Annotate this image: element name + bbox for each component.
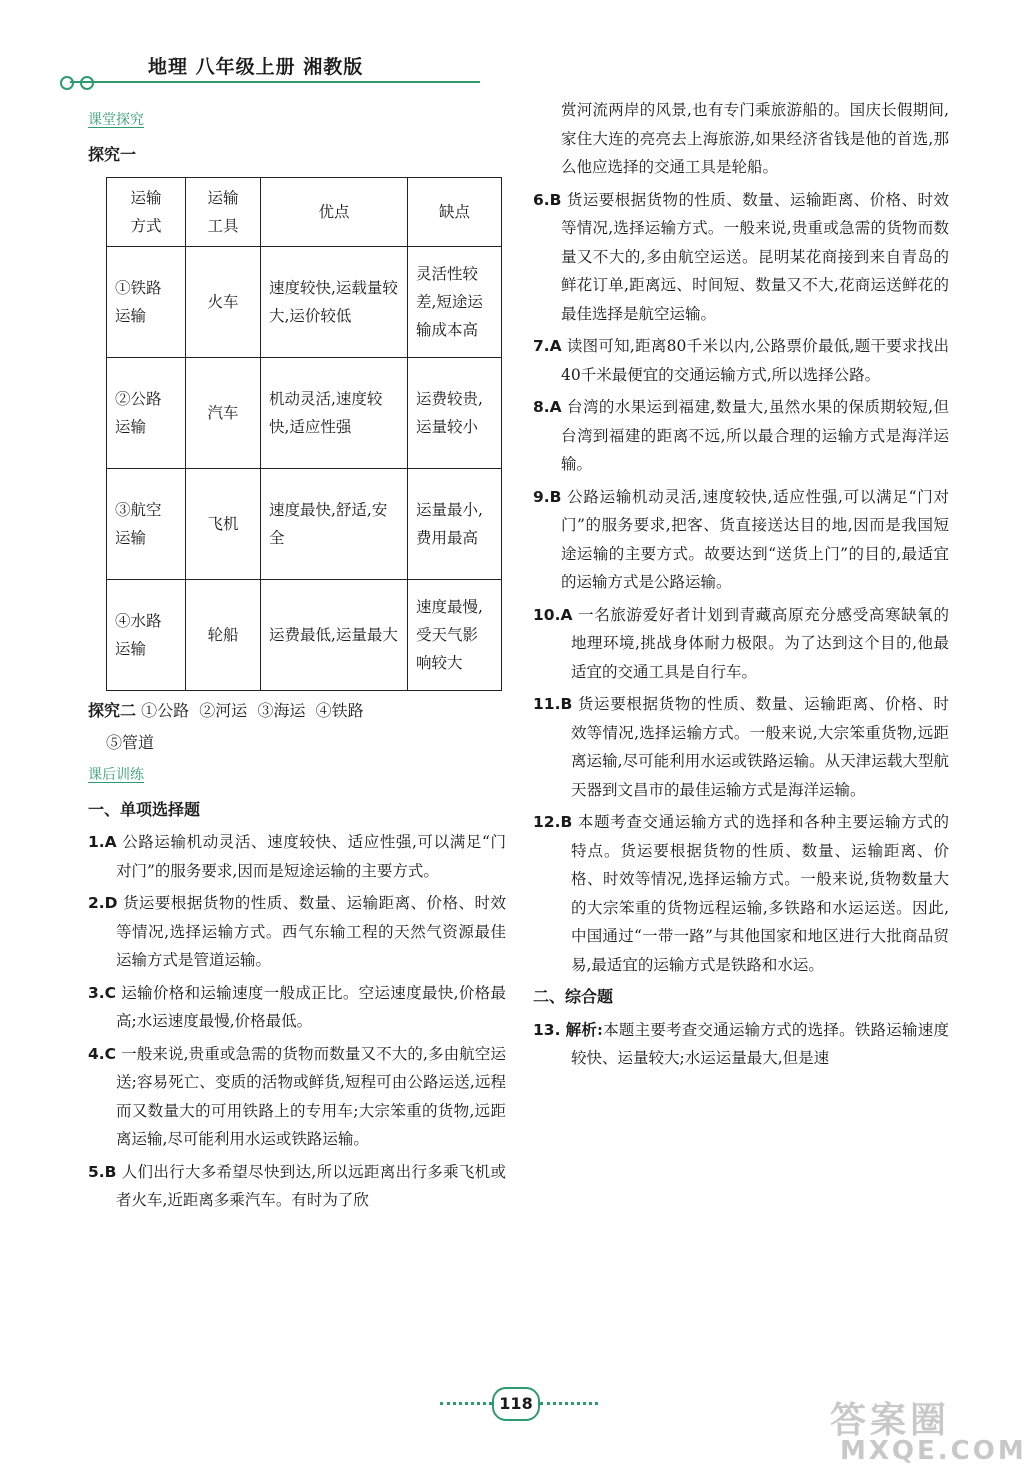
answer-text: 运输价格和运输速度一般成正比。空运速度最快,价格最高;水运速度最慢,价格最低。 <box>116 983 506 1030</box>
answer-text: 一名旅游爱好者计划到青藏高原充分感受高寒缺氧的地理环境,挑战身体耐力极限。为了达到这个目的,他最适宜的交通工具是自行车。 <box>571 605 949 681</box>
page-number <box>480 1387 550 1419</box>
part-two-heading: 二、综合题 <box>533 987 614 1006</box>
explore-two <box>88 697 506 725</box>
answer-text: 本题主要考查交通运输方式的选择。铁路运输速度较快、运量较大;水运运量最大,但是速 <box>571 1020 949 1067</box>
table-cell: 运费最低,运量最大 <box>261 580 408 691</box>
answer-text: 公路运输机动灵活,速度较快,适应性强,可以满足“门对门”的服务要求,把客、货直接送达目的地,因而是我国短途运输的主要方式。故要达到“送货上门”的目的,最适宜的运输方式是公路运输。 <box>561 487 949 591</box>
table-cell: 速度较快,运载量较大,运价较低 <box>261 247 408 358</box>
watermark-url: MXQE.COM <box>840 1436 1027 1466</box>
section-label: 课堂探究 <box>88 112 144 128</box>
answer-item <box>533 332 949 389</box>
header-rule <box>70 81 480 83</box>
answer-number: 5.B <box>88 1162 117 1181</box>
right-column <box>533 96 949 1077</box>
answer-number: 4.C <box>88 1044 117 1063</box>
table-header-cell: 运输 工具 <box>186 178 261 247</box>
answer-number: 3.C <box>88 983 117 1002</box>
table-cell: 运费较贵,运量较小 <box>408 358 502 469</box>
answer-item <box>533 808 949 979</box>
table-header-row <box>107 178 502 247</box>
table-cell: ④水路 运输 <box>107 580 186 691</box>
table-cell: 速度最慢,受天气影响较大 <box>408 580 502 691</box>
table-cell: 运量最小,费用最高 <box>408 469 502 580</box>
answer-number: 13. <box>533 1020 561 1039</box>
answer-text: 一般来说,贵重或急需的货物而数量又不大的,多由航空运送;容易死亡、变质的活物或鲜货,短程可由公路运送,远程而又数量大的可用铁路上的专用车;大宗笨重的货物,远距离运输,尽可能利用水运或铁路运输。 <box>116 1044 507 1148</box>
answer-text: 本题考查交通运输方式的选择和各种主要运输方式的特点。货运要根据货物的性质、数量、运输距离、价格、时效等情况,选择运输方式。一般来说,货物数量大的大宗笨重的货物远程运输,多铁路和水运运送。因此,中国通过“一带一路”与其他国家和地区进行大批商品贸易,最适宜的运输方式是铁路和水运。 <box>571 813 949 974</box>
table-header-cell: 运输 方式 <box>107 178 186 247</box>
table-row <box>107 469 502 580</box>
answer-item <box>88 979 506 1036</box>
watermark-text: 答案圈 <box>830 1400 951 1441</box>
explore-one-label: 探究一 <box>88 144 137 164</box>
answer-number: 11.B <box>533 695 573 713</box>
answer-item <box>88 828 506 885</box>
answer-number: 12.B <box>533 813 573 831</box>
table-cell: 飞机 <box>186 469 261 580</box>
answer-item <box>533 1016 949 1073</box>
table-row <box>107 247 502 358</box>
table-header-cell: 优点 <box>261 178 408 247</box>
explore-two-continued: ⑤管道 <box>106 733 155 752</box>
part-one-heading: 一、单项选择题 <box>88 799 201 819</box>
table-cell: 汽车 <box>186 358 261 469</box>
answer-number: 2.D <box>88 894 118 912</box>
explore-two-text: ①公路 ②河运 ③海运 ④铁路 <box>141 701 364 720</box>
watermark-logo <box>820 1392 1027 1472</box>
answer-number: 7.A <box>533 337 562 355</box>
answer-item <box>88 1158 506 1215</box>
answer-item <box>533 690 949 804</box>
answer-item <box>533 186 949 329</box>
left-column <box>88 102 506 1219</box>
answer-item <box>88 889 506 975</box>
table-cell: 火车 <box>186 247 261 358</box>
table-cell: 机动灵活,速度较快,适应性强 <box>261 358 408 469</box>
answer-text: 货运要根据货物的性质、数量、运输距离、价格、时效等情况,选择运输方式。一般来说,贵重或急需的货物而数量又不大的,多由航空运送。昆明某花商接到来自青岛的鲜花订单,距离远、时间短、数量又不大,花商运送鲜花的最佳选择是航空运输。 <box>561 190 949 323</box>
answer-item <box>533 483 949 597</box>
answer-text: 台湾的水果运到福建,数量大,虽然水果的保质期较短,但台湾到福建的距离不远,所以最合理的运输方式是海洋运输。 <box>561 398 949 473</box>
answer-text: 公路运输机动灵活、速度较快、适应性强,可以满足“门对门”的服务要求,因而是短途运输的主要方式。 <box>116 833 506 880</box>
answer-number: 10.A <box>533 605 573 624</box>
answer-text: 货运要根据货物的性质、数量、运输距离、价格、时效等情况,选择运输方式。一般来说,大宗笨重货物,远距离运输,尽可能利用水运或铁路运输。从天津运载大型航天器到文昌市的最佳运输方式是海洋运输。 <box>571 695 949 799</box>
table-cell: ③航空 运输 <box>107 469 186 580</box>
explore-two-label: 探究二 <box>88 701 137 720</box>
header-title: 地理 八年级上册 湘教版 <box>148 56 364 78</box>
analysis-label: 解析: <box>565 1019 603 1039</box>
table-row <box>107 358 502 469</box>
page-header <box>60 52 480 92</box>
answer-item <box>533 393 949 479</box>
table-cell: ①铁路 运输 <box>107 247 186 358</box>
answer-number: 1.A <box>88 833 117 851</box>
table-row <box>107 580 502 691</box>
answer-number: 8.A <box>533 398 562 416</box>
answer-continuation: 赏河流两岸的风景,也有专门乘旅游船的。国庆长假期间,家住大连的亮亮去上海旅游,如果经济省钱是他的首选,那么他应选择的交通工具是轮船。 <box>561 101 949 176</box>
answer-text: 读图可知,距离80千米以内,公路票价最低,题干要求找出40千米最便宜的交通运输方式,所以选择公路。 <box>561 337 949 384</box>
answer-text: 人们出行大多希望尽快到达,所以远距离出行多乘飞机或者火车,近距离多乘汽车。有时为了欣 <box>116 1162 506 1209</box>
answer-item <box>533 601 949 687</box>
answer-number: 6.B <box>533 190 562 209</box>
table-header-cell: 缺点 <box>408 178 502 247</box>
transport-table <box>106 177 502 691</box>
answer-number: 9.B <box>533 487 562 506</box>
section-label: 课后训练 <box>88 767 144 783</box>
answer-text: 货运要根据货物的性质、数量、运输距离、价格、时效等情况,选择运输方式。西气东输工程的天然气资源最佳运输方式是管道运输。 <box>116 894 506 969</box>
table-cell: 灵活性较差,短途运输成本高 <box>408 247 502 358</box>
table-cell: 速度最快,舒适,安全 <box>261 469 408 580</box>
answer-item <box>88 1040 506 1154</box>
header-circle-icon <box>80 76 94 90</box>
header-circle-icon <box>60 76 74 90</box>
page-number-badge: 118 <box>492 1387 540 1421</box>
table-cell: ②公路 运输 <box>107 358 186 469</box>
table-cell: 轮船 <box>186 580 261 691</box>
